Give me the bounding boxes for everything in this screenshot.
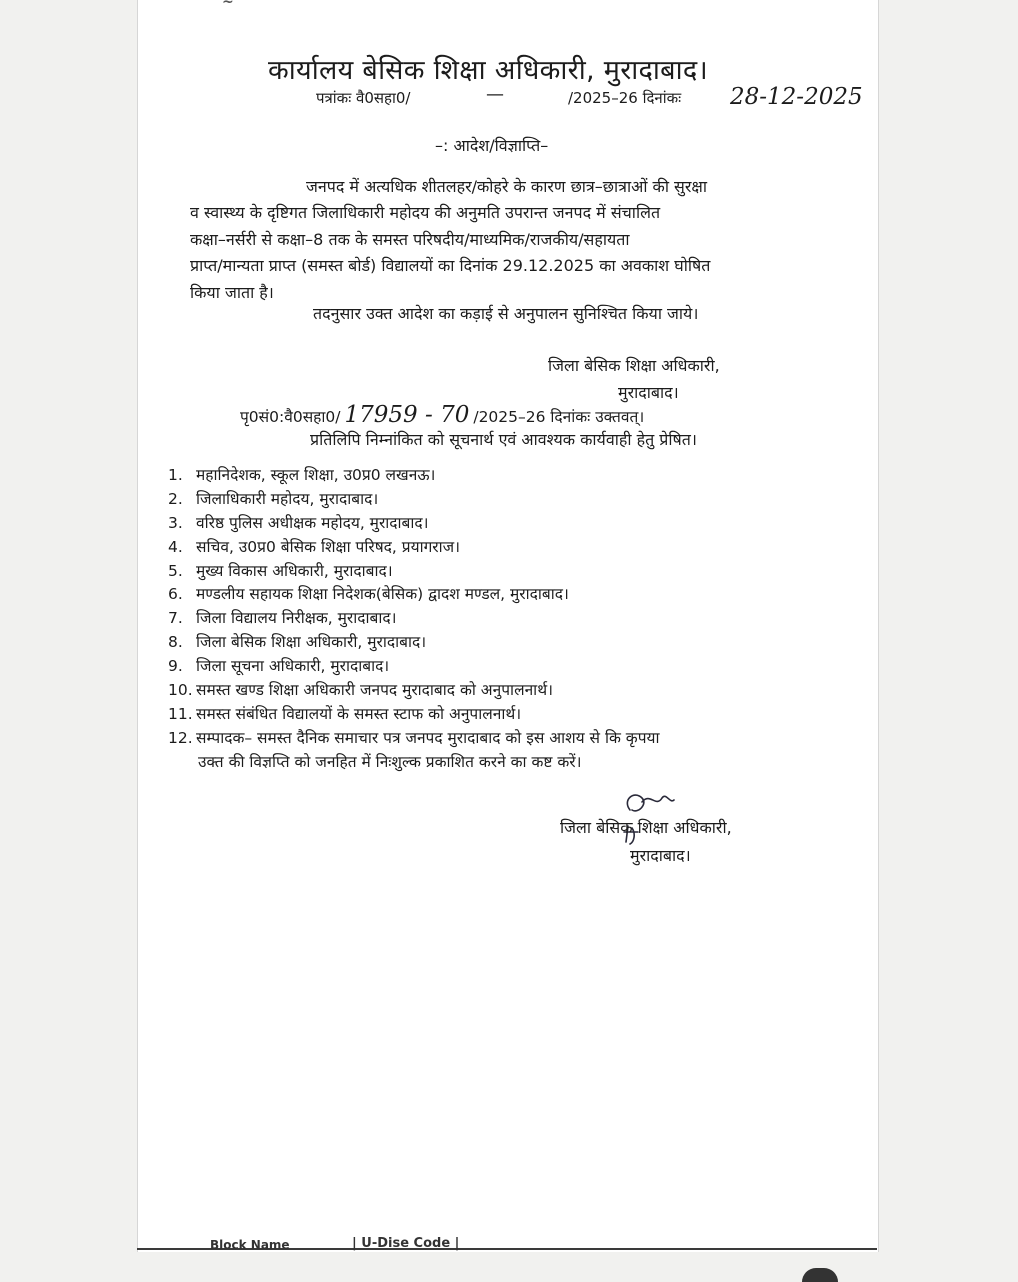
body-line: किया जाता है। xyxy=(190,282,274,302)
recipient-list xyxy=(168,464,660,775)
signature-place: मुरादाबाद। xyxy=(618,383,679,402)
list-item: 3. वरिष्ठ पुलिस अधीक्षक महोदय, मुरादाबाद। xyxy=(168,513,429,532)
letter-ref-dash: — xyxy=(486,84,504,105)
order-heading: –: आदेश/विज्ञाप्ति– xyxy=(435,136,549,155)
list-item: 8. जिला बेसिक शिक्षा अधिकारी, मुरादाबाद। xyxy=(168,633,427,652)
signature-block-1 xyxy=(548,352,720,406)
letter-ref-suffix: /2025–26 दिनांकः xyxy=(568,89,682,107)
copy-intro: प्रतिलिपि निम्नांकित को सूचनार्थ एवं आवश्यक कार्यवाही हेतु प्रेषित। xyxy=(310,430,697,449)
list-item: 6. मण्डलीय सहायक शिक्षा निदेशक(बेसिक) द्वादश मण्डल, मुरादाबाद। xyxy=(168,585,569,604)
handwritten-ref-number: 17959 - 70 xyxy=(344,402,470,428)
list-item: 7. जिला विद्यालय निरीक्षक, मुरादाबाद। xyxy=(168,609,397,628)
body-line: जनपद में अत्यधिक शीतलहर/कोहरे के कारण छात्र–छात्राओं की सुरक्षा xyxy=(306,177,708,196)
body-line: प्राप्त/मान्यता प्राप्त (समस्त बोर्ड) विद्यालयों का दिनांक 29.12.2025 का अवकाश घोषित xyxy=(190,256,711,276)
body-line: कक्षा–नर्सरी से कक्षा–8 तक के समस्त परिषदीय/माध्यमिक/राजकीय/सहायता xyxy=(190,229,630,249)
signature-designation: जिला बेसिक शिक्षा अधिकारी, xyxy=(548,356,720,375)
handwritten-date: 28-12-2025 xyxy=(730,84,863,110)
signature-designation: जिला बेसिक शिक्षा अधिकारी, xyxy=(560,818,732,837)
footer-udise-code: | U-Dise Code | xyxy=(352,1236,460,1251)
footer-block-name: Block Name xyxy=(210,1238,290,1252)
list-item: 5. मुख्य विकास अधिकारी, मुरादाबाद। xyxy=(168,561,393,580)
top-edge-mark: ~ xyxy=(222,0,234,10)
list-item: 11. समस्त संबंधित विद्यालयों के समस्त स्टाफ को अनुपालनार्थ। xyxy=(168,704,522,723)
list-item-continuation: उक्त की विज्ञप्ति को जनहित में निःशुल्क प्रकाशित करने का कष्ट करें। xyxy=(198,752,582,771)
copy-reference xyxy=(240,402,644,428)
compliance-line: तदनुसार उक्त आदेश का कड़ाई से अनुपालन सुनिश्चित किया जाये। xyxy=(313,304,699,323)
list-item: 10. समस्त खण्ड शिक्षा अधिकारी जनपद मुरादाबाद को अनुपालनार्थ। xyxy=(168,681,553,700)
signature-place: मुरादाबाद। xyxy=(630,846,691,865)
body-line: व स्वास्थ्य के दृष्टिगत जिलाधिकारी महोदय की अनुमति उपरान्त जनपद में संचालित xyxy=(190,203,661,223)
list-item: 1. महानिदेशक, स्कूल शिक्षा, उ0प्र0 लखनऊ। xyxy=(168,466,436,484)
office-title: कार्यालय बेसिक शिक्षा अधिकारी, मुरादाबाद। xyxy=(268,55,709,86)
list-item: 2. जिलाधिकारी महोदय, मुरादाबाद। xyxy=(168,489,379,508)
list-item: 9. जिला सूचना अधिकारी, मुरादाबाद। xyxy=(168,657,390,676)
copy-ref-suffix: /2025–26 दिनांकः उक्तवत्। xyxy=(473,408,645,426)
copy-ref-prefix: पृ0सं0:वै0सहा0/ xyxy=(240,408,341,426)
list-item: 12. सम्पादक– समस्त दैनिक समाचार पत्र जनपद मुरादाबाद को इस आशय से कि कृपया xyxy=(168,728,660,747)
list-item: 4. सचिव, उ0प्र0 बेसिक शिक्षा परिषद, प्रयागराज। xyxy=(168,537,461,556)
signature-block-2 xyxy=(560,814,732,870)
letter-ref-prefix: पत्रांकः वै0सहा0/ xyxy=(316,89,411,107)
order-body xyxy=(190,174,855,306)
